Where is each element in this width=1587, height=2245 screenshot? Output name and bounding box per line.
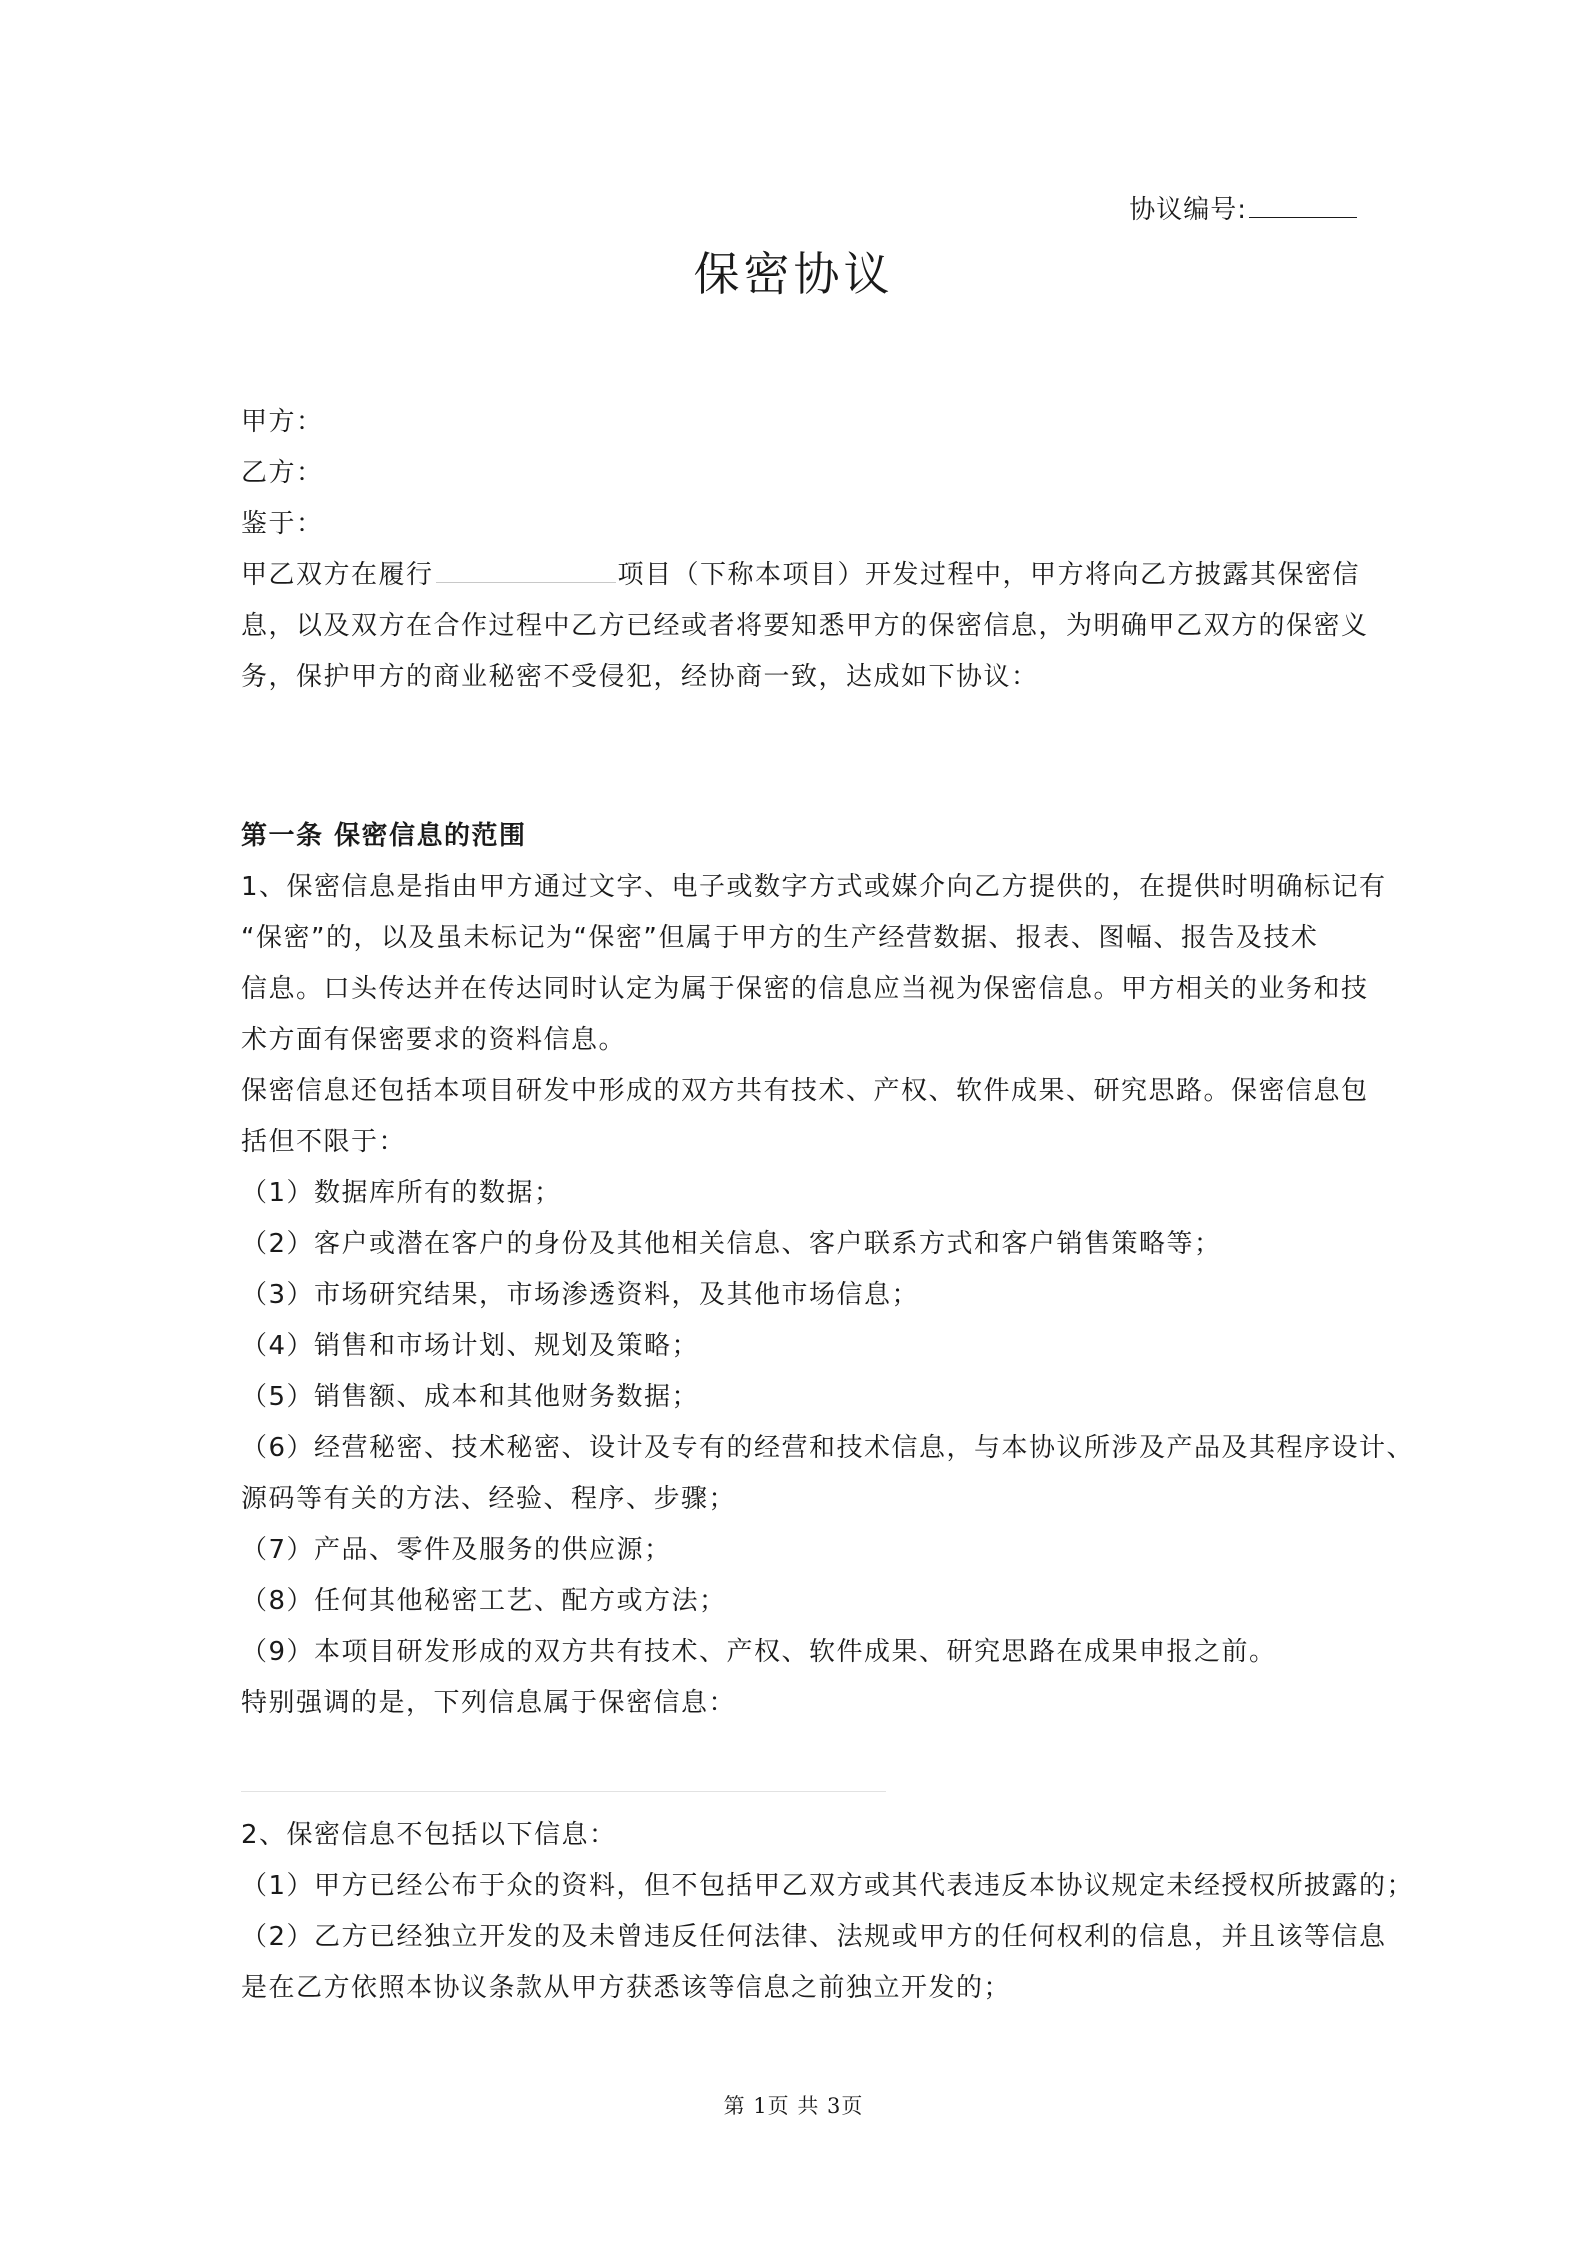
- article-1: [241, 811, 1415, 1729]
- list-item: （2）乙方已经独立开发的及未曾违反任何法律、法规或甲方的任何权利的信息，并且该等信息: [241, 1922, 1387, 1952]
- emphasis-line: 特别强调的是，下列信息属于保密信息：: [241, 1688, 737, 1718]
- list-item: （5）销售额、成本和其他财务数据；: [241, 1382, 700, 1412]
- section-divider: [241, 1791, 886, 1792]
- exclusions-heading: 2、保密信息不包括以下信息：: [241, 1820, 617, 1850]
- page-number: 第 1页 共 3页: [723, 2094, 864, 2118]
- agreement-number-blank[interactable]: [1249, 195, 1357, 218]
- list-item: （1）甲方已经公布于众的资料，但不包括甲乙双方或其代表违反本协议规定未经授权所披露的；: [241, 1871, 1415, 1901]
- list-item: （4）销售和市场计划、规划及策略；: [241, 1331, 700, 1361]
- article-1-exclusions: [241, 1810, 1415, 2014]
- preamble-line-1: [241, 550, 1373, 601]
- parties-block: [241, 397, 1373, 703]
- article-1-para1-line: 1、保密信息是指由甲方通过文字、电子或数字方式或媒介向乙方提供的，在提供时明确标记有: [241, 872, 1387, 902]
- article-1-heading: 第一条 保密信息的范围: [241, 821, 527, 851]
- party-b-label: 乙方：: [241, 458, 324, 488]
- document-title: 保密协议: [693, 247, 894, 301]
- list-item: （1）数据库所有的数据；: [241, 1178, 562, 1208]
- preamble-line-3: 务，保护甲方的商业秘密不受侵犯，经协商一致，达成如下协议：: [241, 662, 1039, 692]
- article-1-para2-line: 保密信息还包括本项目研发中形成的双方共有技术、产权、软件成果、研究思路。保密信息包: [241, 1076, 1369, 1106]
- article-1-para1-line: “保密”的，以及虽未标记为“保密”但属于甲方的生产经营数据、报表、图幅、报告及技术: [241, 923, 1319, 953]
- article-1-para1-line: 信息。口头传达并在传达同时认定为属于保密的信息应当视为保密信息。甲方相关的业务和技: [241, 974, 1369, 1004]
- preamble-line-2: 息，以及双方在合作过程中乙方已经或者将要知悉甲方的保密信息，为明确甲乙双方的保密义: [241, 611, 1369, 641]
- list-item: （7）产品、零件及服务的供应源；: [241, 1535, 672, 1565]
- party-a-label: 甲方：: [241, 407, 324, 437]
- project-name-blank[interactable]: [436, 558, 616, 583]
- list-item: 是在乙方依照本协议条款从甲方获悉该等信息之前独立开发的；: [241, 1973, 1012, 2003]
- list-item: （8）任何其他秘密工艺、配方或方法；: [241, 1586, 727, 1616]
- preamble-line-1-before: 甲乙双方在履行: [241, 560, 434, 590]
- list-item: 源码等有关的方法、经验、程序、步骤；: [241, 1484, 737, 1514]
- article-1-para2-line: 括但不限于：: [241, 1127, 407, 1157]
- whereas-label: 鉴于：: [241, 509, 324, 539]
- list-item: （2）客户或潜在客户的身份及其他相关信息、客户联系方式和客户销售策略等；: [241, 1229, 1222, 1259]
- list-item: （9）本项目研发形成的双方共有技术、产权、软件成果、研究思路在成果申报之前。: [241, 1637, 1277, 1667]
- agreement-number-label: 协议编号:: [1129, 195, 1247, 225]
- preamble-line-1-after: 项目（下称本项目）开发过程中，甲方将向乙方披露其保密信: [617, 560, 1361, 590]
- agreement-number: [1129, 192, 1357, 228]
- article-1-para1-line: 术方面有保密要求的资料信息。: [241, 1025, 627, 1055]
- list-item: （3）市场研究结果，市场渗透资料，及其他市场信息；: [241, 1280, 920, 1310]
- list-item: （6）经营秘密、技术秘密、设计及专有的经营和技术信息，与本协议所涉及产品及其程序设计、: [241, 1433, 1415, 1463]
